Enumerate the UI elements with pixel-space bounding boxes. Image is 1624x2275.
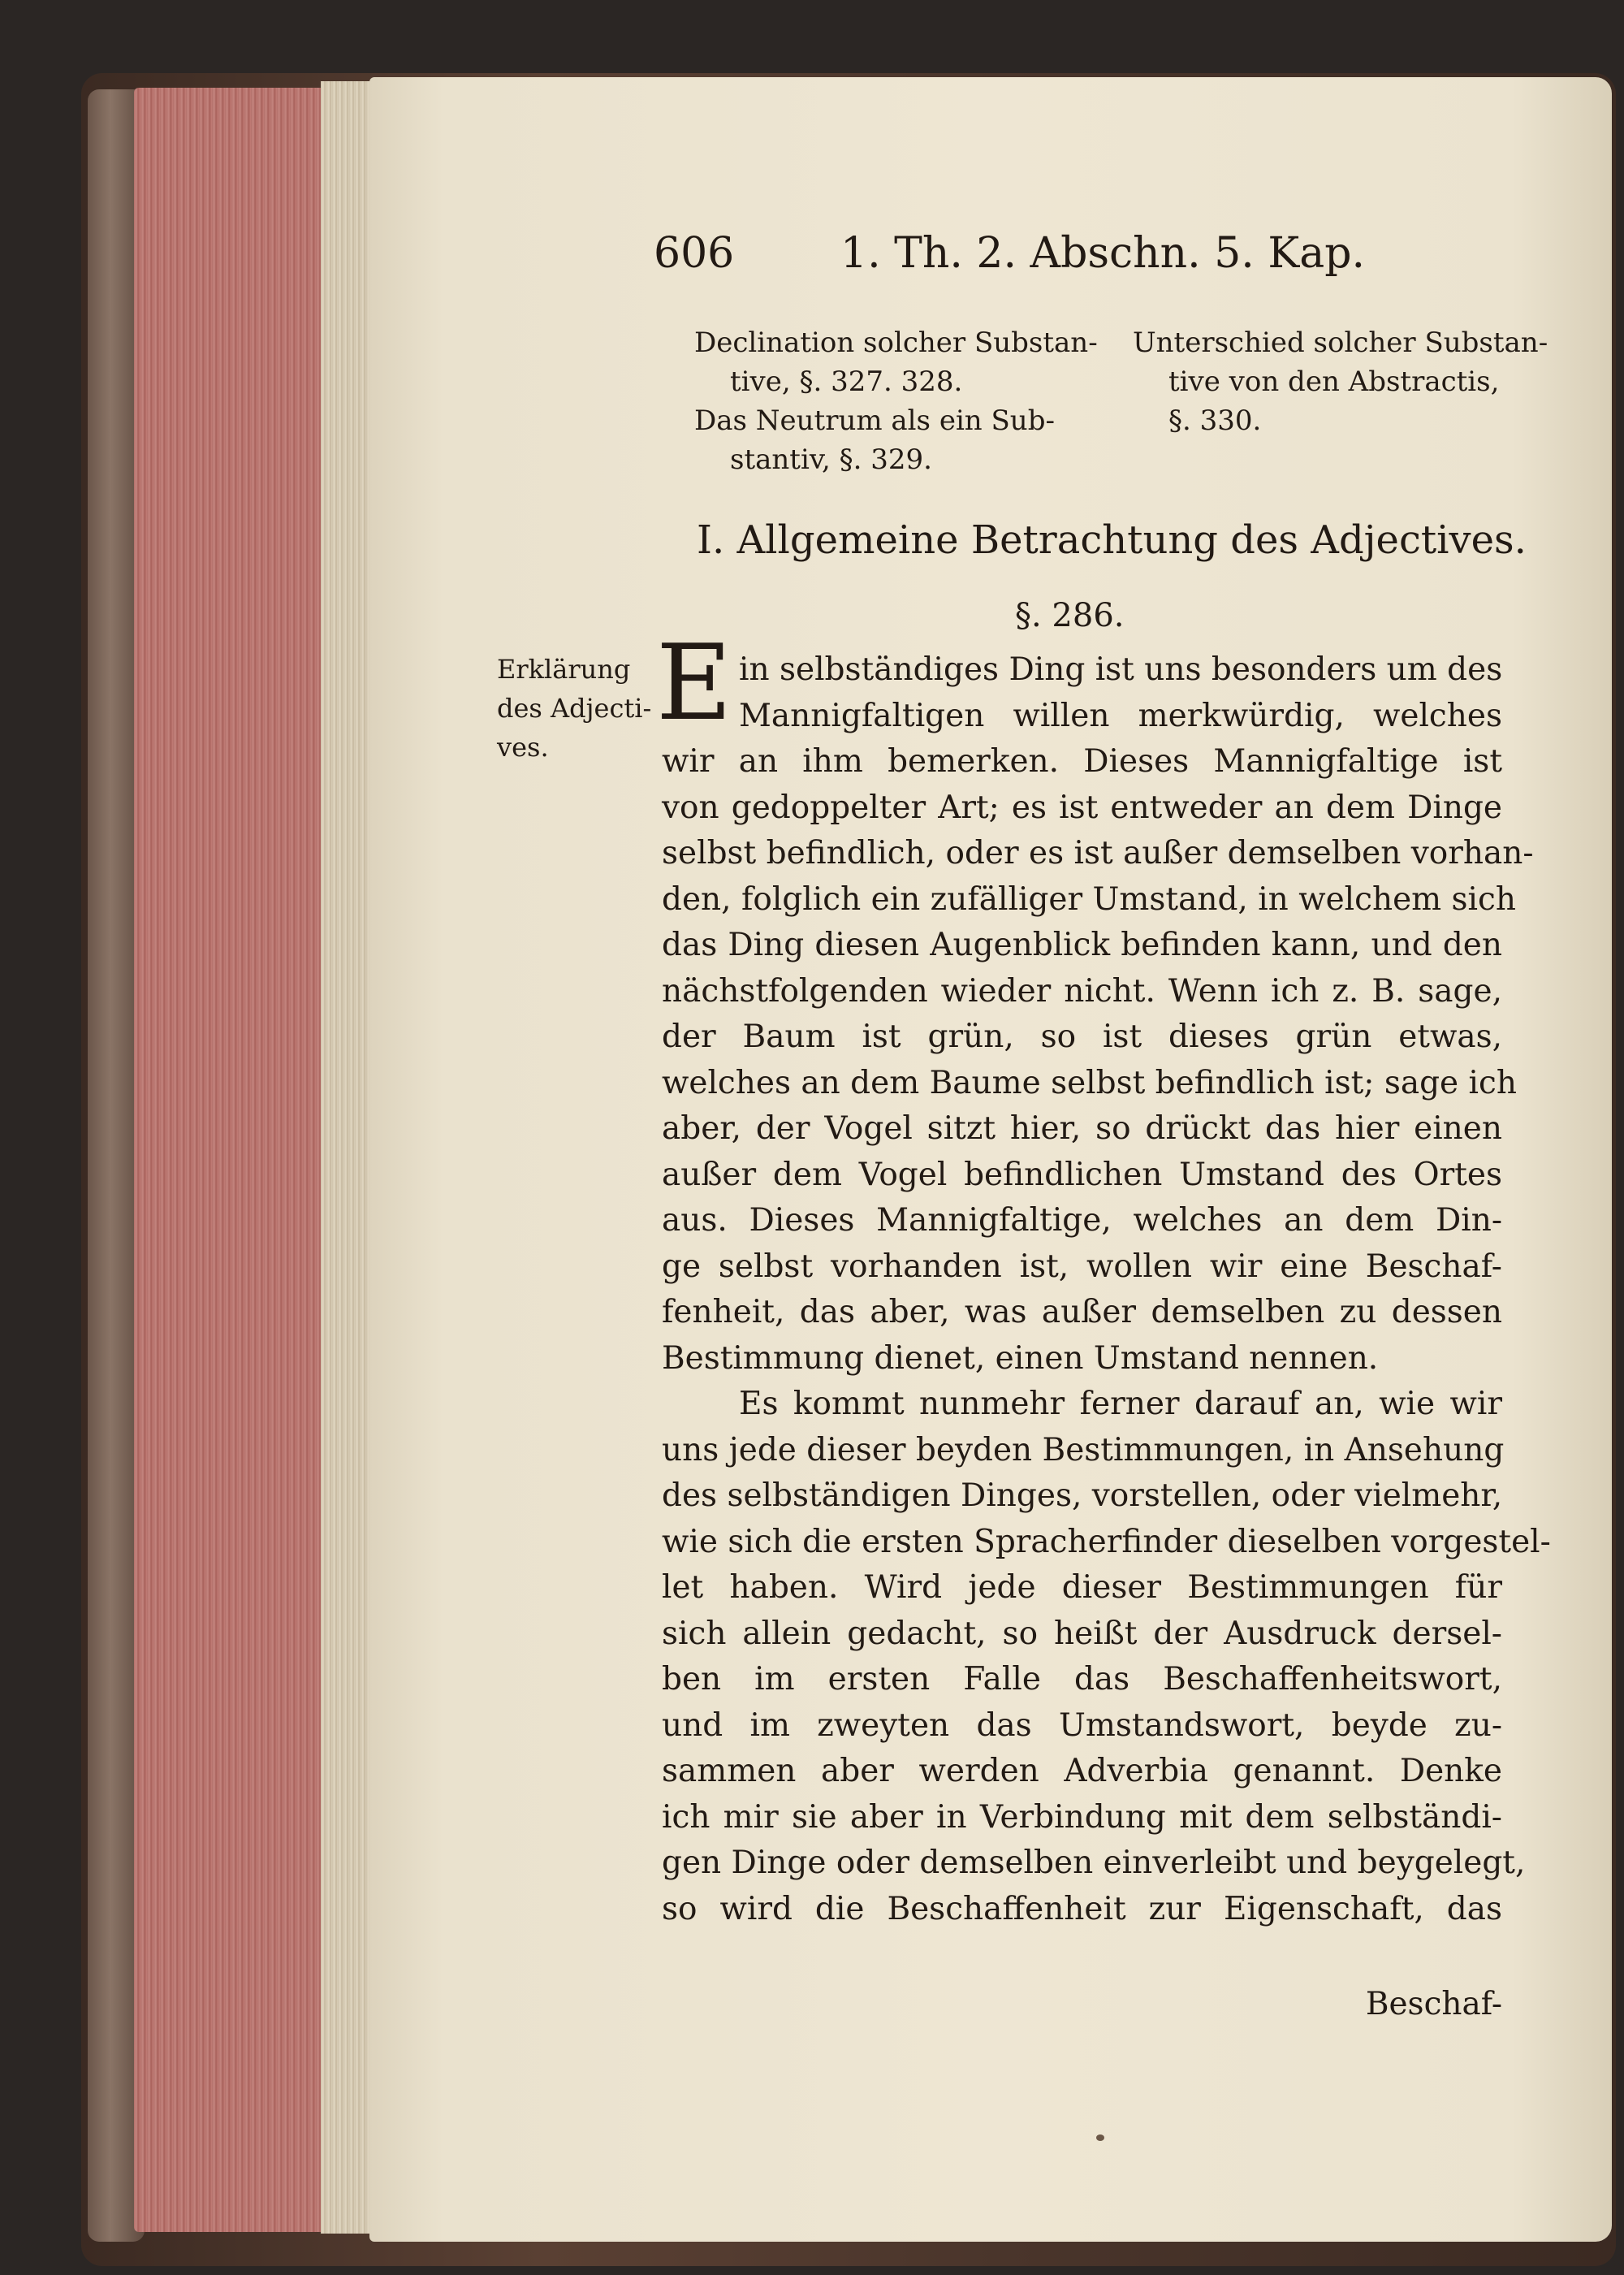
contents-line: Unterschied solcher Substan-	[1133, 327, 1548, 359]
text-line: nächstfolgenden wieder nicht. Wenn ich z. B. sage,	[662, 972, 1502, 1010]
contents-line: stantiv, §. 329.	[730, 443, 932, 476]
text-line: ge selbst vorhanden ist, wollen wir eine Beschaf-	[662, 1248, 1502, 1285]
text-line: Es kommt nunmehr ferner darauf an, wie wir	[739, 1386, 1502, 1422]
text-line: welches an dem Baume selbst befindlich ist; sage ich	[662, 1064, 1517, 1101]
margin-note-line: Erklärung	[497, 654, 631, 685]
text-line: außer dem Vogel befindlichen Umstand des Ortes	[662, 1156, 1502, 1193]
text-line: Bestimmung dienet, einen Umstand nennen.	[662, 1339, 1379, 1377]
contents-entry	[694, 401, 1068, 479]
contents-line: Declination solcher Substan-	[694, 327, 1098, 359]
text-line: aus. Dieses Mannigfaltige, welches an dem Din-	[662, 1202, 1502, 1239]
text-line: fenheit, das aber, was außer demselben zu dessen	[662, 1294, 1502, 1330]
running-head: 1. Th. 2. Abschn. 5. Kap.	[840, 229, 1366, 278]
page-header	[654, 221, 1498, 286]
paragraph-number: §. 286.	[1015, 597, 1125, 634]
contents-entry	[694, 323, 1098, 401]
page-number: 606	[654, 229, 735, 278]
text-line: wie sich die ersten Spracherfinder dieselben vorgestel-	[662, 1523, 1551, 1560]
section-title: I. Allgemeine Betrachtung des Adjectives.	[697, 517, 1527, 563]
margin-note-line: ves.	[497, 732, 549, 763]
contents-line: Das Neutrum als ein Sub-	[694, 404, 1055, 437]
contents-line: tive von den Abstractis,	[1168, 365, 1500, 398]
text-line: das Ding diesen Augenblick befinden kann, und den	[662, 927, 1502, 963]
text-line: wir an ihm bemerken. Dieses Mannigfaltige ist	[662, 743, 1502, 780]
body-text	[662, 647, 1551, 1932]
text-line: sich allein gedacht, so heißt der Ausdruck dersel-	[662, 1615, 1502, 1652]
text-line: sammen aber werden Adverbia genannt. Denke	[662, 1753, 1502, 1789]
margin-note	[497, 650, 652, 767]
contents-entry	[1133, 323, 1548, 440]
contents-right-column	[1133, 323, 1548, 440]
text-line: der Baum ist grün, so ist dieses grün etwas,	[662, 1019, 1502, 1055]
text-line: ich mir sie aber in Verbindung mit dem selbständi-	[662, 1798, 1502, 1836]
text-line: gen Dinge oder demselben einverleibt und beygelegt,	[662, 1845, 1526, 1881]
text-line: let haben. Wird jede dieser Bestimmungen für	[662, 1569, 1502, 1606]
text-line: und im zweyten das Umstandswort, beyde zu-	[662, 1706, 1502, 1744]
text-line: uns jede dieser beyden Bestimmungen, in Ansehung	[662, 1431, 1505, 1468]
text-line: Mannigfaltigen willen merkwürdig, welches	[739, 697, 1502, 734]
contents-line: tive, §. 327. 328.	[730, 365, 963, 398]
text-line: selbst befindlich, oder es ist außer demselben vorhan-	[662, 835, 1534, 872]
text-line: den, folglich ein zufälliger Umstand, in welchem sich	[662, 880, 1516, 918]
catchword: Beschaf-	[1365, 1986, 1502, 2022]
contents-line: §. 330.	[1168, 404, 1262, 437]
ink-spot	[1096, 2134, 1104, 2141]
text-line: aber, der Vogel sitzt hier, so drückt das hier einen	[662, 1110, 1502, 1147]
text-line: ben im ersten Falle das Beschaffenheitswort,	[662, 1661, 1502, 1698]
margin-note-line: des Adjecti-	[497, 693, 652, 724]
text-line: so wird die Beschaffenheit zur Eigenschaft, das	[662, 1890, 1502, 1927]
drop-cap: E	[656, 623, 732, 744]
text-line: von gedoppelter Art; es ist entweder an dem Dinge	[662, 789, 1502, 826]
text-line: des selbständigen Dinges, vorstellen, oder vielmehr,	[662, 1477, 1503, 1514]
contents-left-column	[694, 323, 1098, 479]
text-line: in selbständiges Ding ist uns besonders um des	[739, 651, 1503, 688]
